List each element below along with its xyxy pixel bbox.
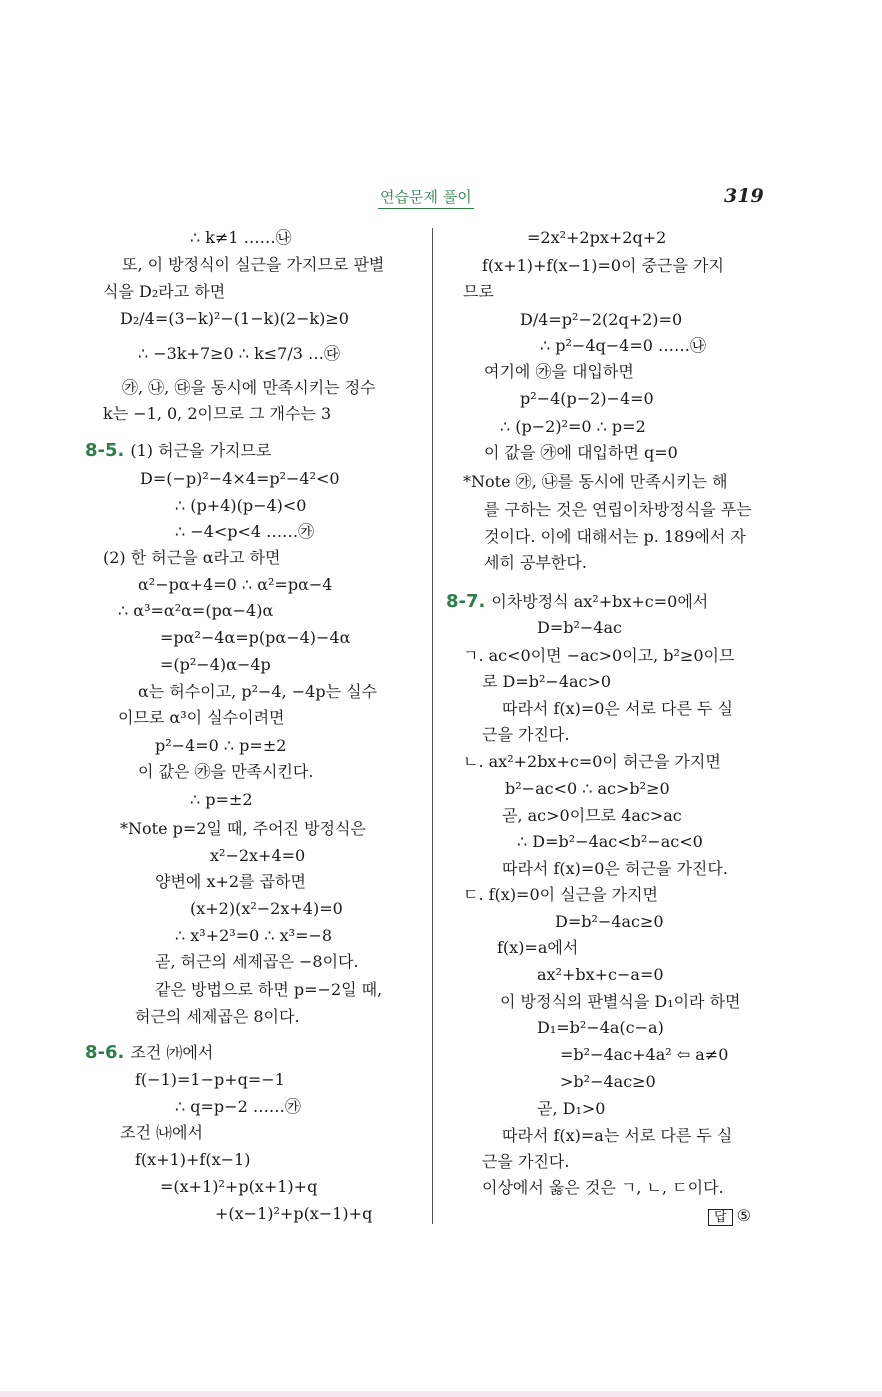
text-line <box>540 336 706 356</box>
text-line <box>484 527 746 547</box>
text-line <box>463 646 734 666</box>
line-text: =pα²−4α=p(pα−4)−4α <box>160 628 351 647</box>
line-text: ∴ −4<p<4 ……㉮ <box>175 522 315 541</box>
text-line <box>537 1099 605 1119</box>
line-text: b²−ac<0 ∴ ac>b²≥0 <box>505 779 670 798</box>
text-line <box>537 965 664 985</box>
text-line <box>482 672 611 692</box>
line-text: D=(−p)²−4×4=p²−4²<0 <box>140 469 340 488</box>
line-text: 또, 이 방정식이 실근을 가지므로 판별 <box>122 255 385 274</box>
line-text: D=b²−4ac <box>537 618 622 637</box>
text-line <box>463 752 721 772</box>
line-text: 므로 <box>463 282 494 301</box>
line-text: ∴ −3k+7≥0 ∴ k≤7/3 …㉰ <box>138 344 341 363</box>
text-line <box>210 846 305 866</box>
text-line <box>155 736 286 756</box>
text-line <box>155 952 359 972</box>
line-text: 허근의 세제곱은 8이다. <box>135 1007 300 1026</box>
line-text: ax²+bx+c−a=0 <box>537 965 664 984</box>
text-line <box>138 682 377 702</box>
text-line <box>463 282 494 302</box>
text-line <box>120 819 366 839</box>
text-line <box>537 1018 664 1038</box>
text-line <box>502 1126 732 1146</box>
line-text: =(x+1)²+p(x+1)+q <box>160 1177 318 1196</box>
text-line <box>560 1045 728 1065</box>
text-line <box>517 832 703 852</box>
line-text: =(p²−4)α−4p <box>160 655 271 674</box>
line-text: 이 값은 ㉮을 만족시킨다. <box>138 762 314 781</box>
text-line <box>502 699 733 719</box>
line-text: f(x+1)+f(x−1) <box>135 1150 251 1169</box>
line-text: 것이다. 이에 대해서는 p. 189에서 자 <box>484 527 746 546</box>
text-line <box>500 417 646 437</box>
text-line <box>505 779 670 799</box>
text-line <box>122 378 376 398</box>
text-line <box>527 228 666 248</box>
line-text: ∴ p=±2 <box>190 790 253 809</box>
line-text: 조건 ㈏에서 <box>120 1123 203 1142</box>
text-line <box>463 885 658 905</box>
text-line <box>520 310 682 330</box>
line-text: ㉮, ㉯, ㉰을 동시에 만족시키는 정수 <box>122 378 376 397</box>
line-text: p²−4=0 ∴ p=±2 <box>155 736 287 755</box>
line-text: 곧, D₁>0 <box>537 1099 606 1118</box>
line-text: α²−pα+4=0 ∴ α²=pα−4 <box>138 575 333 594</box>
problem-line <box>85 441 271 461</box>
text-line <box>502 859 728 879</box>
line-text: ∴ α³=α²α=(pα−4)α <box>118 601 274 620</box>
text-line <box>484 553 587 573</box>
problem-line <box>446 592 708 612</box>
line-text: p²−4(p−2)−4=0 <box>520 389 654 408</box>
text-line <box>482 1178 724 1198</box>
text-line <box>175 1097 301 1117</box>
problem-number: 8-5. <box>85 440 125 461</box>
line-text: ㄷ. f(x)=0이 실근을 가지면 <box>463 885 659 904</box>
line-text: ∴ x³+2³=0 ∴ x³=−8 <box>175 926 333 945</box>
text-line <box>135 1070 285 1090</box>
text-line <box>155 980 382 1000</box>
section-header-title: 연습문제 풀이 <box>378 186 474 209</box>
text-line <box>138 575 332 595</box>
column-divider <box>432 228 433 1224</box>
text-line <box>537 618 622 638</box>
line-text: ∴ (p−2)²=0 ∴ p=2 <box>500 417 646 436</box>
text-line <box>502 806 682 826</box>
text-line <box>520 389 654 409</box>
line-text: D/4=p²−2(2q+2)=0 <box>520 310 683 329</box>
text-line <box>175 926 332 946</box>
text-line <box>118 601 273 621</box>
text-line <box>482 725 569 745</box>
text-line <box>484 500 752 520</box>
line-text: 근을 가진다. <box>482 725 570 744</box>
line-text: 따라서 f(x)=0은 허근을 가진다. <box>502 859 728 878</box>
text-line <box>140 469 340 489</box>
text-line <box>484 443 678 463</box>
text-line <box>135 1007 300 1027</box>
line-text: *Note ㉮, ㉯를 동시에 만족시키는 해 <box>463 472 728 491</box>
text-line <box>482 256 724 276</box>
line-text: 따라서 f(x)=0은 서로 다른 두 실 <box>502 699 734 718</box>
answer-line <box>708 1206 751 1228</box>
line-text: (1) 허근을 가지므로 <box>130 441 272 460</box>
page-bottom-edge <box>0 1391 882 1397</box>
text-line <box>190 228 292 248</box>
line-text: ㄴ. ax²+2bx+c=0이 허근을 가지면 <box>463 752 721 771</box>
line-text: 여기에 ㉮을 대입하면 <box>484 362 634 381</box>
line-text: 이차방정식 ax²+bx+c=0에서 <box>491 592 709 611</box>
line-text: D₂/4=(3−k)²−(1−k)(2−k)≥0 <box>120 309 349 328</box>
text-line <box>138 762 313 782</box>
line-text: D=b²−4ac≥0 <box>555 912 664 931</box>
text-line <box>497 938 578 958</box>
line-text: D₁=b²−4a(c−a) <box>537 1018 664 1037</box>
text-line <box>138 344 340 364</box>
problem-number: 8-6. <box>85 1042 125 1063</box>
text-line <box>103 404 331 424</box>
text-line <box>190 899 343 919</box>
line-text: 곧, 허근의 세제곱은 −8이다. <box>155 952 359 971</box>
text-line <box>160 1177 317 1197</box>
text-line <box>500 992 741 1012</box>
page-number: 319 <box>724 185 764 207</box>
line-text: ∴ k≠1 ……㉯ <box>190 228 292 247</box>
text-line <box>484 362 634 382</box>
text-line <box>215 1204 372 1224</box>
text-line <box>120 1123 203 1143</box>
text-line <box>118 708 285 728</box>
line-text: =b²−4ac+4a² ⇦ a≠0 <box>560 1045 729 1064</box>
line-text: x²−2x+4=0 <box>210 846 306 865</box>
text-line <box>160 655 271 675</box>
line-text: (2) 한 허근을 α라고 하면 <box>103 548 281 567</box>
line-text: 양변에 x+2를 곱하면 <box>155 872 306 891</box>
line-text: (x+2)(x²−2x+4)=0 <box>190 899 343 918</box>
line-text: 식을 D₂라고 하면 <box>103 282 226 301</box>
text-line <box>160 628 350 648</box>
line-text: ⑤ <box>736 1206 751 1225</box>
text-line <box>463 472 728 492</box>
line-text: ㄱ. ac<0이면 −ac>0이고, b²≥0이므 <box>463 646 735 665</box>
text-line <box>175 522 314 542</box>
line-text: =2x²+2px+2q+2 <box>527 228 667 247</box>
line-text: 근을 가진다. <box>482 1152 570 1171</box>
text-line <box>120 309 349 329</box>
line-text: k는 −1, 0, 2이므로 그 개수는 3 <box>103 404 332 423</box>
line-text: α는 허수이고, p²−4, −4p는 실수 <box>138 682 378 701</box>
line-text: f(x+1)+f(x−1)=0이 중근을 가지 <box>482 256 724 275</box>
text-line <box>103 282 225 302</box>
line-text: >b²−4ac≥0 <box>560 1072 656 1091</box>
line-text: 세히 공부한다. <box>484 553 587 572</box>
text-line <box>190 790 253 810</box>
text-line <box>103 548 280 568</box>
text-line <box>122 255 384 275</box>
text-line <box>482 1152 569 1172</box>
line-text: 같은 방법으로 하면 p=−2일 때, <box>155 980 383 999</box>
text-line <box>135 1150 250 1170</box>
line-text: f(x)=a에서 <box>497 938 579 957</box>
line-text: ∴ (p+4)(p−4)<0 <box>175 496 307 515</box>
line-text: 이상에서 옳은 것은 ㄱ, ㄴ, ㄷ이다. <box>482 1178 724 1197</box>
line-text: 조건 ㈎에서 <box>130 1043 214 1062</box>
line-text: 따라서 f(x)=a는 서로 다른 두 실 <box>502 1126 733 1145</box>
answer-box: 답 <box>708 1209 733 1226</box>
line-text: +(x−1)²+p(x−1)+q <box>215 1204 373 1223</box>
line-text: 이므로 α³이 실수이려면 <box>118 708 285 727</box>
line-text: *Note p=2일 때, 주어진 방정식은 <box>120 819 366 838</box>
line-text: ∴ D=b²−4ac<b²−ac<0 <box>517 832 703 851</box>
text-line <box>555 912 664 932</box>
line-text: 를 구하는 것은 연립이차방정식을 푸는 <box>484 500 752 519</box>
line-text: ∴ q=p−2 ……㉮ <box>175 1097 301 1116</box>
text-line <box>175 496 306 516</box>
line-text: 곧, ac>0이므로 4ac>ac <box>502 806 682 825</box>
line-text: f(−1)=1−p+q=−1 <box>135 1070 285 1089</box>
line-text: ∴ p²−4q−4=0 ……㉯ <box>540 336 707 355</box>
text-line <box>560 1072 656 1092</box>
text-line <box>155 872 306 892</box>
line-text: 이 값을 ㉮에 대입하면 q=0 <box>484 443 678 462</box>
line-text: 이 방정식의 판별식을 D₁이라 하면 <box>500 992 741 1011</box>
line-text: 로 D=b²−4ac>0 <box>482 672 612 691</box>
problem-number: 8-7. <box>446 591 486 612</box>
problem-line <box>85 1043 213 1063</box>
